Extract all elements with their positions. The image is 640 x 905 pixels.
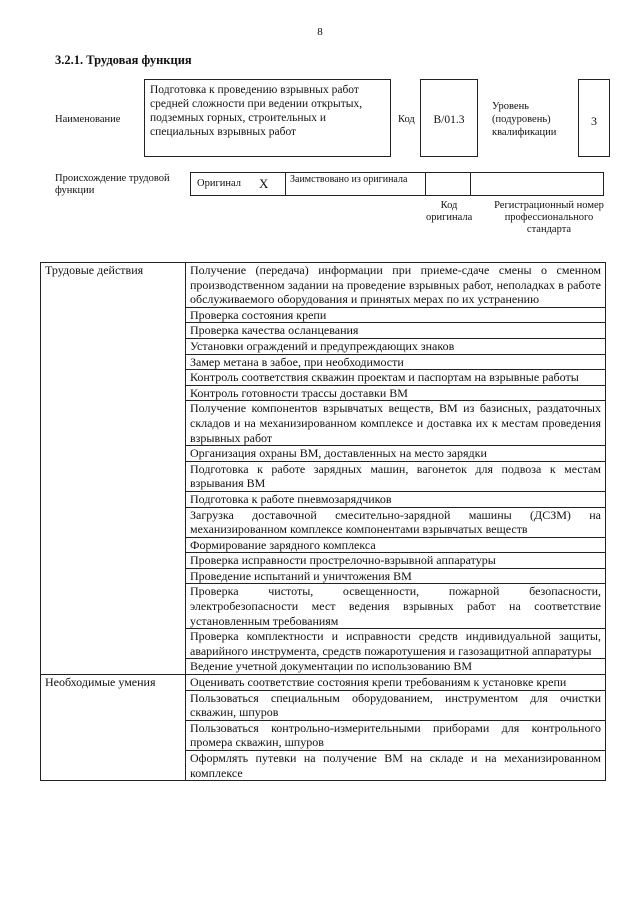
level-label: Уровень (подуровень) квалификации — [492, 101, 557, 138]
table-cell: Подготовка к работе пневмозарядчиков — [186, 491, 606, 507]
table-cell: Ведение учетной документации по использованию ВМ — [186, 659, 606, 675]
table-cell: Получение компонентов взрывчатых веществ, ВМ из базисных, раздаточных складов и на механизированном комплексе и доставка их к местам проведения взрывных работ — [186, 401, 606, 446]
section-title: 3.2.1. Трудовая функция — [55, 53, 192, 67]
table-cell: Пользоваться контрольно-измерительными приборами для контрольного промера скважин, шпуров — [186, 720, 606, 750]
reg-caption: Регистрационный номер профессионального стандарта — [494, 200, 604, 235]
table-cell: Проверка состояния крепи — [186, 307, 606, 323]
table-cell: Оформлять путевки на получение ВМ на складе и на механизированном комплексе — [186, 751, 606, 781]
function-table — [40, 262, 606, 781]
table-cell: Подготовка к работе зарядных машин, вагонеток для подвоза к местам взрывания ВМ — [186, 461, 606, 491]
original-mark: X — [259, 176, 269, 191]
table-cell: Загрузка доставочной смесительно-зарядной машины (ДСЗМ) на механизированном комплексе компонентами взрывчатых веществ — [186, 507, 606, 537]
table-cell: Установки ограждений и предупреждающих знаков — [186, 338, 606, 354]
function-name-box: Подготовка к проведению взрывных работ средней сложности при ведении открытых, подземных горных, строительных и специальных взрывных работ — [144, 79, 391, 157]
borrowed-cell — [285, 172, 426, 196]
code-label: Код — [398, 114, 415, 125]
table-cell: Проведение испытаний и уничтожения ВМ — [186, 568, 606, 584]
reg-number-cell — [470, 172, 604, 196]
borrowed-label: Заимствовано из оригинала — [290, 174, 408, 185]
table-cell: Организация охраны ВМ, доставленных на место зарядки — [186, 446, 606, 462]
code-caption: Код оригинала — [426, 200, 473, 223]
table-cell: Контроль готовности трассы доставки ВМ — [186, 385, 606, 401]
table-cell: Проверка чистоты, освещенности, пожарной безопасности, электробезопасности мест ведения взрывных работ на соответствие установленным требованиям — [186, 584, 606, 629]
origin-label: Происхождение трудовой функции — [55, 173, 170, 196]
level-value-box: 3 — [578, 79, 610, 157]
section-heading: Трудовые действия — [41, 263, 186, 675]
table-cell: Проверка комплектности и исправности средств индивидуальной защиты, аварийного инструмента, средств пожаротушения и газозащитной аппаратуры — [186, 629, 606, 659]
table-row — [41, 263, 606, 308]
table-cell: Получение (передача) информации при приеме-сдаче смены о сменном производственном задании на проведение взрывных работ, неполадках в работе обслуживаемого оборудования и принятых мерах по их устранению — [186, 263, 606, 308]
table-cell: Проверка качества осланцевания — [186, 323, 606, 339]
original-label: Оригинал — [197, 178, 241, 189]
table-row — [41, 675, 606, 691]
table-cell: Формирование зарядного комплекса — [186, 537, 606, 553]
section-heading: Необходимые умения — [41, 675, 186, 781]
table-cell: Пользоваться специальным оборудованием, инструментом для очистки скважин, шпуров — [186, 690, 606, 720]
name-label: Наименование — [55, 114, 121, 125]
table-cell: Оценивать соответствие состояния крепи требованиям к установке крепи — [186, 675, 606, 691]
table-cell: Контроль соответствия скважин проектам и паспортам на взрывные работы — [186, 370, 606, 386]
code-original-cell — [425, 172, 471, 196]
table-cell: Замер метана в забое, при необходимости — [186, 354, 606, 370]
code-value-box: В/01.3 — [420, 79, 478, 157]
table-cell: Проверка исправности прострелочно-взрывной аппаратуры — [186, 553, 606, 569]
page-number: 8 — [317, 26, 323, 38]
original-cell — [190, 172, 286, 196]
